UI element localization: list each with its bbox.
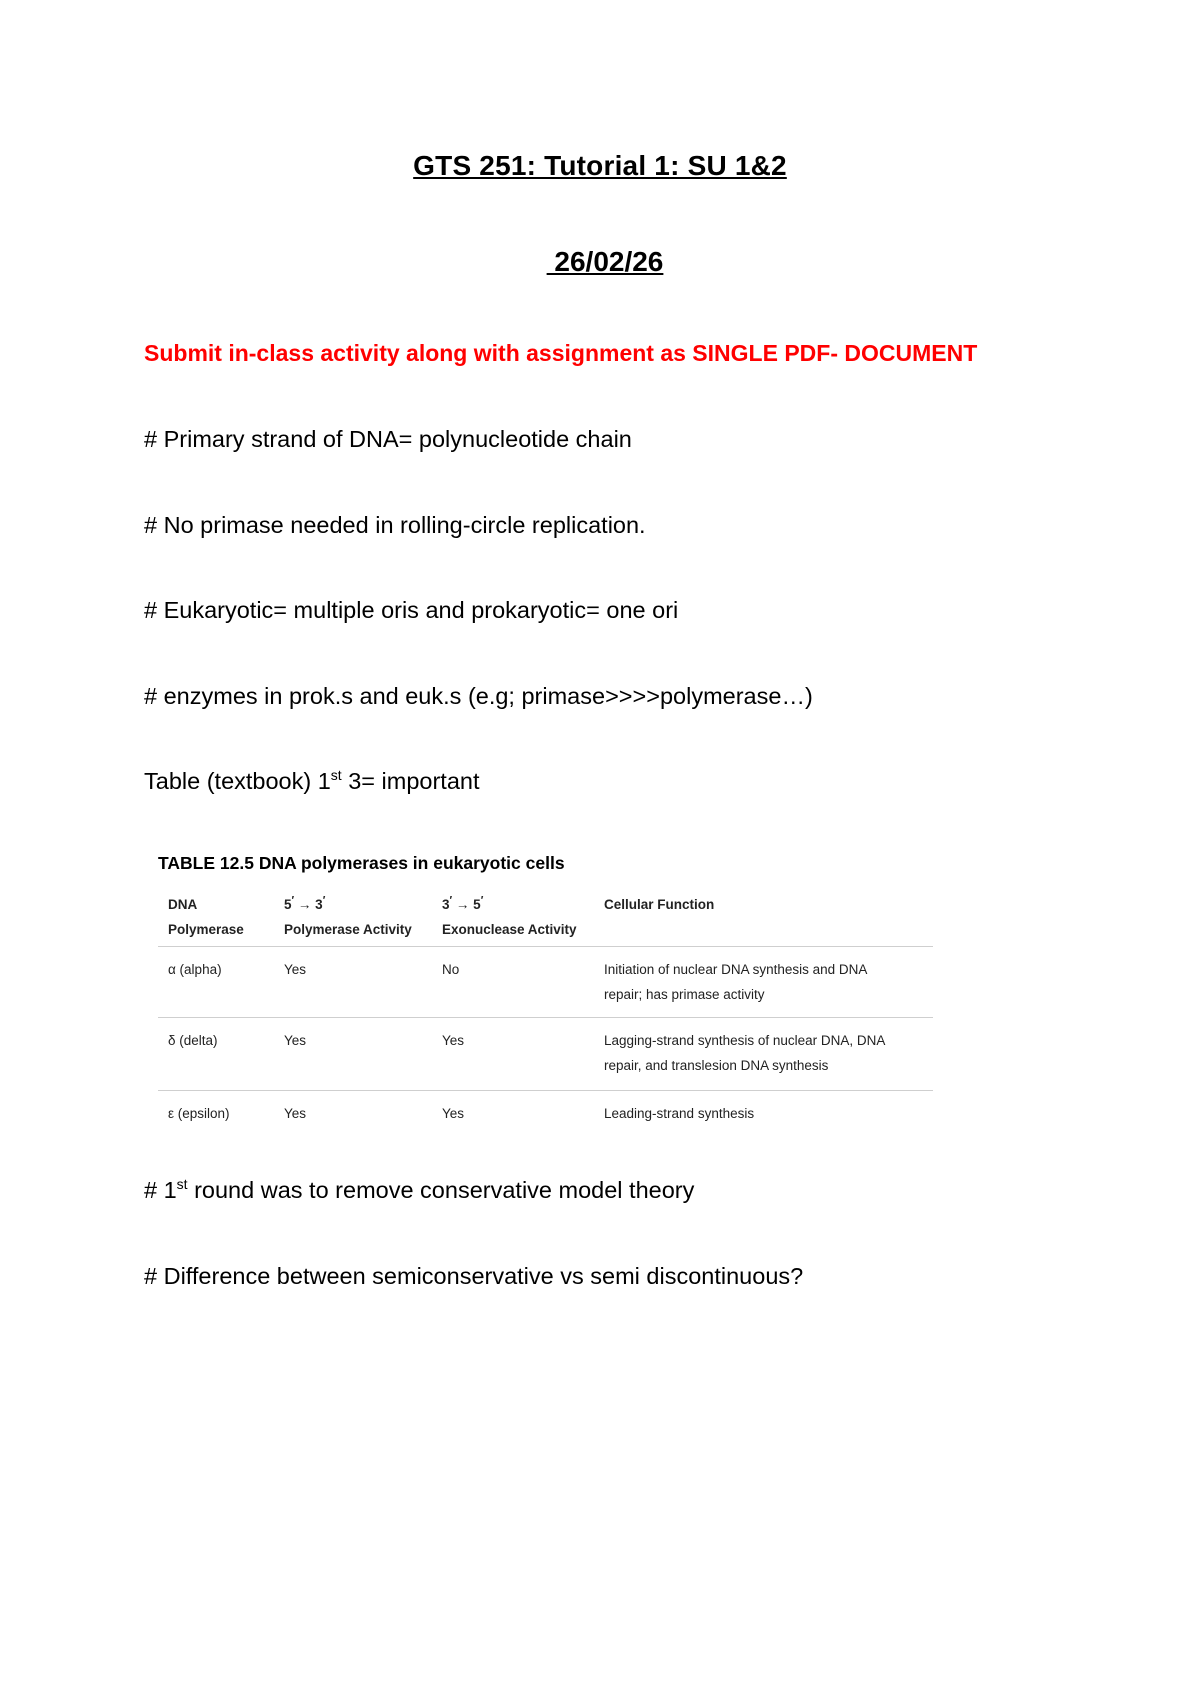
submission-notice: Submit in-class activity along with assignment as SINGLE PDF- DOCUMENT (144, 340, 978, 366)
prime-mark: ′ (449, 894, 453, 907)
textbook-table-title: TABLE 12.5 DNA polymerases in eukaryotic cells (158, 853, 565, 873)
dna-polymerase-table (158, 888, 933, 1147)
cell-cellular-function (604, 957, 934, 1007)
cell-cellular-function (604, 1101, 934, 1126)
prime-mark: ′ (480, 894, 484, 907)
header-text: 5 (473, 897, 481, 912)
prime-mark: ′ (291, 894, 295, 907)
function-text: Leading-strand synthesis (604, 1106, 755, 1121)
header-text: Polymerase (168, 922, 244, 937)
header-text: 3 (315, 897, 323, 912)
function-text: repair; has primase activity (604, 987, 765, 1002)
header-cellular-function (604, 892, 934, 917)
note-ori-count: # Eukaryotic= multiple oris and prokaryotic= one ori (144, 597, 679, 623)
note-difference-question: # Difference between semiconservative vs semi discontinuous? (144, 1263, 804, 1289)
cell-polymerase-activity: Yes (284, 962, 307, 977)
note-table-important (144, 768, 480, 795)
document-date: 26/02/26 (546, 246, 664, 277)
cell-polymerase-activity: Yes (284, 1033, 307, 1048)
function-text: Initiation of nuclear DNA synthesis and DNA (604, 962, 868, 977)
table-row (158, 947, 933, 1018)
cell-polymerase: α (alpha) (168, 962, 222, 977)
arrow-icon: → (452, 897, 474, 912)
note-text: round was to remove conservative model theory (187, 1177, 695, 1203)
table-header-row (158, 888, 933, 947)
cell-cellular-function (604, 1028, 934, 1078)
header-direction (284, 892, 434, 917)
note-text: Table (textbook) 1 (144, 768, 331, 794)
superscript: st (330, 767, 342, 784)
cell-exonuclease-activity: Yes (442, 1033, 465, 1048)
header-text: DNA (168, 897, 198, 912)
note-first-round (144, 1177, 694, 1204)
cell-polymerase: ε (epsilon) (168, 1106, 230, 1121)
cell-exonuclease-activity: Yes (442, 1106, 465, 1121)
header-exonuclease-activity (442, 892, 592, 942)
header-text: Cellular Function (604, 897, 715, 912)
header-text: Polymerase Activity (284, 922, 412, 937)
cell-polymerase: δ (delta) (168, 1033, 218, 1048)
header-polymerase (168, 892, 268, 942)
function-text: Lagging-strand synthesis of nuclear DNA, DNA (604, 1033, 886, 1048)
note-text: 3= important (341, 768, 480, 794)
document-title: GTS 251: Tutorial 1: SU 1&2 (413, 150, 787, 181)
header-text: 3 (442, 897, 450, 912)
header-polymerase-activity (284, 892, 434, 942)
cell-exonuclease-activity: No (442, 962, 460, 977)
function-text: repair, and translesion DNA synthesis (604, 1058, 829, 1073)
note-primary-strand: # Primary strand of DNA= polynucleotide chain (144, 426, 632, 452)
note-text: # 1 (144, 1177, 177, 1203)
header-text: Exonuclease Activity (442, 922, 577, 937)
table-row (158, 1018, 933, 1091)
table-row (158, 1091, 933, 1147)
arrow-icon: → (294, 897, 316, 912)
prime-mark: ′ (322, 894, 326, 907)
cell-polymerase-activity: Yes (284, 1106, 307, 1121)
superscript: st (176, 1176, 188, 1193)
note-enzymes: # enzymes in prok.s and euk.s (e.g; primase>>>>polymerase…) (144, 683, 813, 709)
header-direction (442, 892, 592, 917)
note-no-primase: # No primase needed in rolling-circle replication. (144, 512, 646, 538)
header-text: 5 (284, 897, 292, 912)
